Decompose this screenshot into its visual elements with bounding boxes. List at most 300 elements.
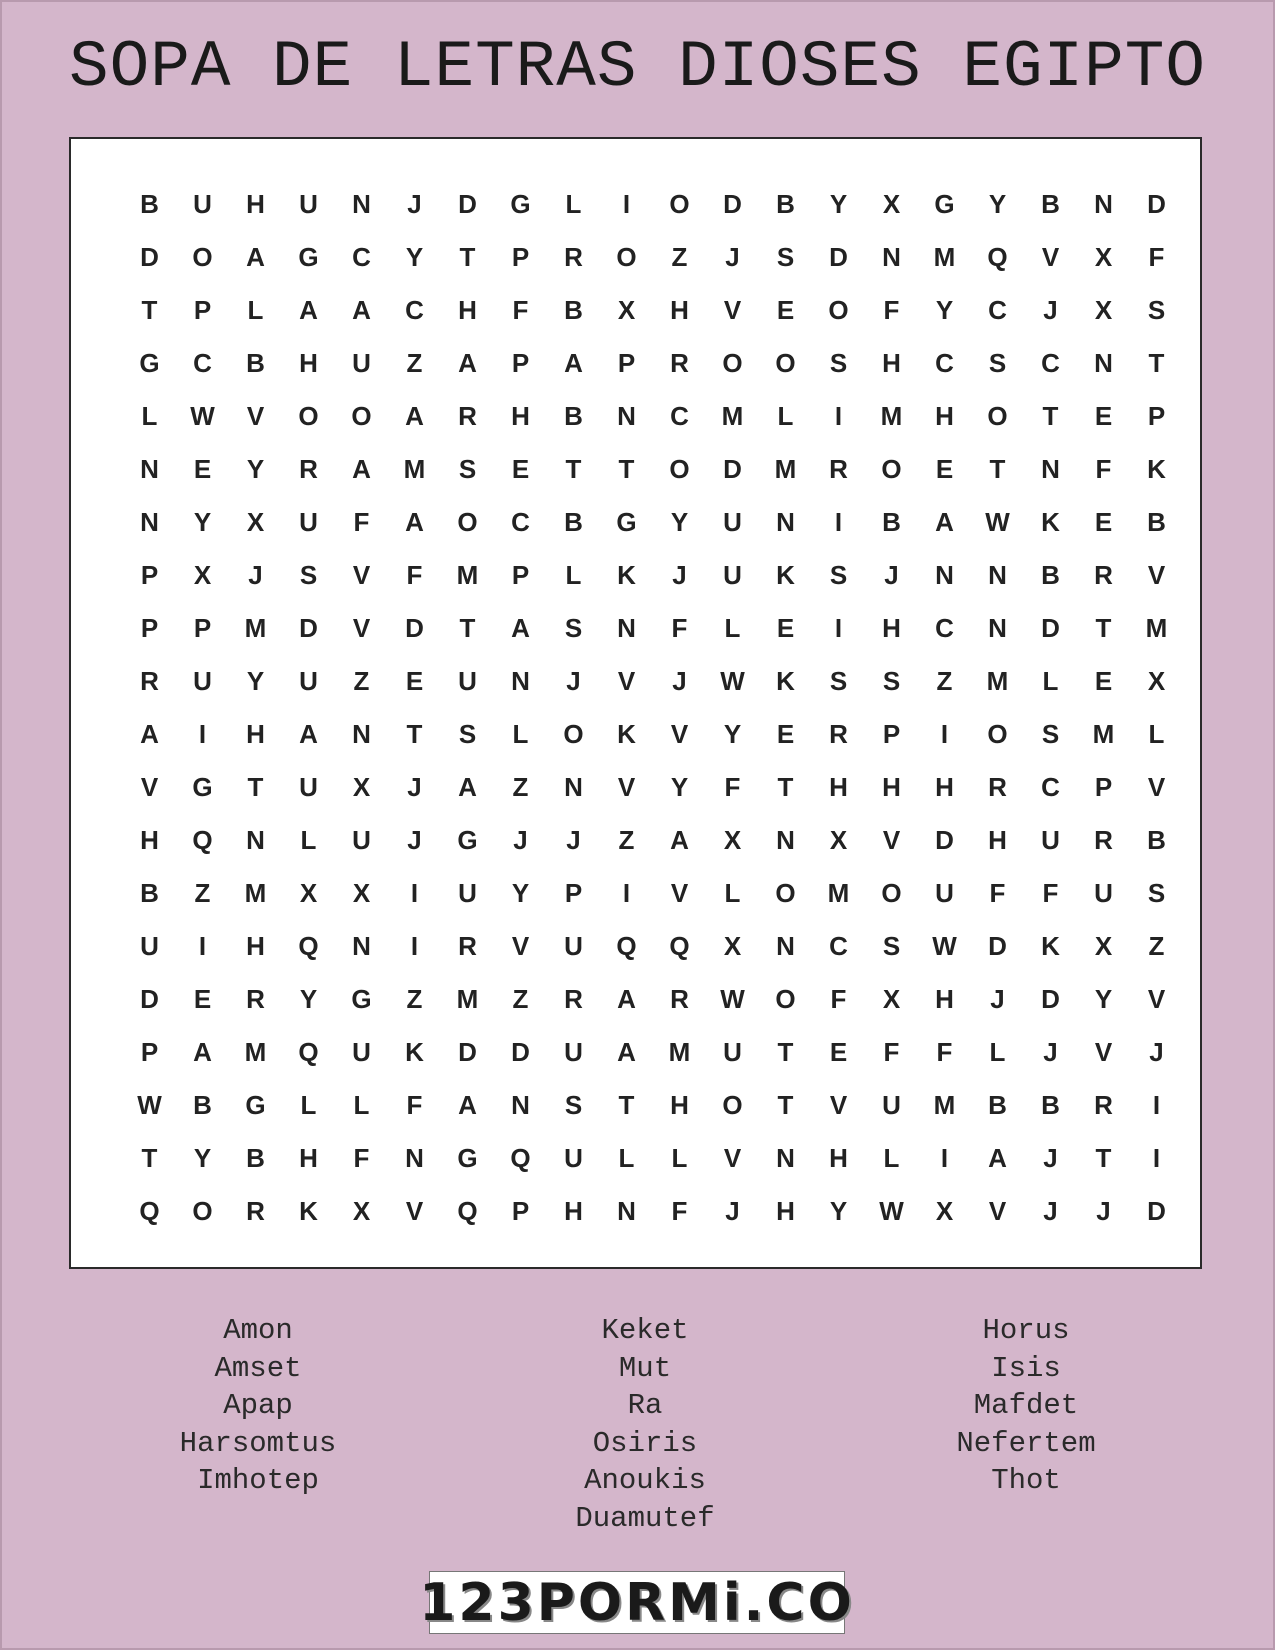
grid-letter[interactable]: J	[566, 666, 581, 696]
grid-letter[interactable]: J	[248, 560, 263, 590]
grid-letter[interactable]: V	[723, 295, 742, 325]
grid-letter[interactable]: E	[511, 454, 530, 484]
grid-letter[interactable]: D	[140, 242, 159, 272]
grid-letter[interactable]: R	[564, 984, 583, 1014]
grid-letter[interactable]: O	[775, 878, 796, 908]
grid-letter[interactable]: C	[1041, 772, 1060, 802]
grid-letter[interactable]: A	[458, 348, 477, 378]
grid-letter[interactable]: F	[353, 507, 370, 537]
grid-letter[interactable]: C	[1041, 348, 1060, 378]
grid-letter[interactable]: Y	[246, 666, 265, 696]
grid-letter[interactable]: I	[834, 613, 843, 643]
grid-letter[interactable]: C	[193, 348, 212, 378]
grid-letter[interactable]: T	[141, 1143, 158, 1173]
grid-letter[interactable]: P	[140, 1037, 159, 1067]
grid-letter[interactable]: T	[777, 1037, 794, 1067]
grid-letter[interactable]: D	[829, 242, 848, 272]
grid-letter[interactable]: G	[139, 348, 160, 378]
grid-letter[interactable]: V	[1147, 560, 1166, 590]
grid-letter[interactable]: B	[776, 189, 795, 219]
grid-letter[interactable]: S	[776, 242, 795, 272]
grid-letter[interactable]: A	[299, 295, 318, 325]
grid-letter[interactable]: N	[776, 931, 795, 961]
grid-letter[interactable]: V	[405, 1196, 424, 1226]
grid-letter[interactable]: C	[935, 613, 954, 643]
grid-letter[interactable]: O	[669, 189, 690, 219]
grid-letter[interactable]: F	[671, 613, 688, 643]
grid-letter[interactable]: X	[829, 825, 848, 855]
grid-letter[interactable]: X	[723, 825, 742, 855]
grid-letter[interactable]: R	[299, 454, 318, 484]
grid-letter[interactable]: F	[512, 295, 529, 325]
grid-letter[interactable]: W	[137, 1090, 162, 1120]
grid-letter[interactable]: Y	[1094, 984, 1113, 1014]
grid-letter[interactable]: K	[776, 560, 795, 590]
grid-letter[interactable]: N	[140, 454, 159, 484]
grid-letter[interactable]: J	[407, 825, 422, 855]
grid-letter[interactable]: T	[459, 613, 476, 643]
grid-letter[interactable]: R	[458, 931, 477, 961]
grid-letter[interactable]: V	[352, 613, 371, 643]
grid-letter[interactable]: H	[988, 825, 1007, 855]
grid-letter[interactable]: T	[1095, 1143, 1112, 1173]
grid-letter[interactable]: T	[777, 1090, 794, 1120]
grid-letter[interactable]: J	[725, 1196, 740, 1226]
grid-letter[interactable]: L	[724, 878, 741, 908]
grid-letter[interactable]: I	[622, 189, 631, 219]
grid-letter[interactable]: O	[722, 348, 743, 378]
grid-letter[interactable]: N	[776, 507, 795, 537]
grid-letter[interactable]: P	[140, 613, 159, 643]
grid-letter[interactable]: L	[1148, 719, 1165, 749]
grid-letter[interactable]: D	[935, 825, 954, 855]
grid-letter[interactable]: A	[299, 719, 318, 749]
grid-letter[interactable]: A	[988, 1143, 1007, 1173]
grid-letter[interactable]: R	[670, 348, 689, 378]
grid-letter[interactable]: H	[246, 719, 265, 749]
grid-letter[interactable]: X	[1147, 666, 1166, 696]
grid-letter[interactable]: R	[829, 719, 848, 749]
grid-letter[interactable]: K	[299, 1196, 318, 1226]
grid-letter[interactable]: G	[298, 242, 319, 272]
grid-letter[interactable]: G	[457, 1143, 478, 1173]
grid-letter[interactable]: I	[622, 878, 631, 908]
grid-letter[interactable]: D	[511, 1037, 530, 1067]
grid-letter[interactable]: A	[405, 401, 424, 431]
grid-letter[interactable]: Z	[618, 825, 635, 855]
site-logo[interactable]: 123PORMi.CO	[419, 1572, 855, 1633]
grid-letter[interactable]: H	[670, 295, 689, 325]
grid-letter[interactable]: S	[829, 666, 848, 696]
grid-letter[interactable]: H	[299, 1143, 318, 1173]
grid-letter[interactable]: S	[829, 348, 848, 378]
grid-letter[interactable]: X	[1094, 242, 1113, 272]
grid-letter[interactable]: T	[618, 454, 635, 484]
grid-letter[interactable]: F	[671, 1196, 688, 1226]
grid-letter[interactable]: Z	[406, 348, 423, 378]
grid-letter[interactable]: A	[564, 348, 583, 378]
grid-letter[interactable]: A	[352, 454, 371, 484]
grid-letter[interactable]: O	[669, 454, 690, 484]
grid-letter[interactable]: N	[1094, 189, 1113, 219]
grid-letter[interactable]: M	[1145, 613, 1168, 643]
grid-letter[interactable]: O	[192, 1196, 213, 1226]
grid-letter[interactable]: N	[1041, 454, 1060, 484]
grid-letter[interactable]: N	[511, 666, 530, 696]
grid-letter[interactable]: J	[672, 666, 687, 696]
grid-letter[interactable]: O	[987, 719, 1008, 749]
grid-letter[interactable]: R	[1094, 1090, 1113, 1120]
grid-letter[interactable]: U	[1094, 878, 1113, 908]
grid-letter[interactable]: Z	[512, 772, 529, 802]
grid-letter[interactable]: H	[246, 189, 265, 219]
grid-letter[interactable]: D	[140, 984, 159, 1014]
grid-letter[interactable]: Z	[671, 242, 688, 272]
grid-letter[interactable]: P	[1094, 772, 1113, 802]
grid-letter[interactable]: S	[458, 719, 477, 749]
grid-letter[interactable]: H	[829, 772, 848, 802]
grid-letter[interactable]: L	[300, 1090, 317, 1120]
grid-letter[interactable]: O	[775, 348, 796, 378]
grid-letter[interactable]: P	[1147, 401, 1166, 431]
grid-letter[interactable]: A	[935, 507, 954, 537]
grid-letter[interactable]: N	[511, 1090, 530, 1120]
grid-letter[interactable]: U	[193, 189, 212, 219]
grid-letter[interactable]: C	[988, 295, 1007, 325]
grid-letter[interactable]: X	[935, 1196, 954, 1226]
grid-letter[interactable]: U	[723, 1037, 742, 1067]
grid-letter[interactable]: V	[617, 666, 636, 696]
grid-letter[interactable]: L	[989, 1037, 1006, 1067]
grid-letter[interactable]: W	[879, 1196, 904, 1226]
grid-letter[interactable]: G	[245, 1090, 266, 1120]
grid-letter[interactable]: J	[672, 560, 687, 590]
grid-letter[interactable]: Z	[512, 984, 529, 1014]
grid-letter[interactable]: A	[193, 1037, 212, 1067]
grid-letter[interactable]: P	[564, 878, 583, 908]
grid-letter[interactable]: I	[198, 931, 207, 961]
grid-letter[interactable]: J	[407, 189, 422, 219]
grid-letter[interactable]: R	[564, 242, 583, 272]
grid-letter[interactable]: Y	[935, 295, 954, 325]
grid-letter[interactable]: V	[1147, 984, 1166, 1014]
grid-letter[interactable]: N	[988, 560, 1007, 590]
grid-letter[interactable]: H	[935, 772, 954, 802]
grid-letter[interactable]: H	[140, 825, 159, 855]
grid-letter[interactable]: H	[882, 772, 901, 802]
grid-letter[interactable]: M	[456, 984, 479, 1014]
grid-letter[interactable]: T	[141, 295, 158, 325]
grid-letter[interactable]: N	[776, 825, 795, 855]
grid-letter[interactable]: B	[193, 1090, 212, 1120]
grid-letter[interactable]: N	[617, 1196, 636, 1226]
grid-letter[interactable]: K	[405, 1037, 424, 1067]
grid-letter[interactable]: P	[511, 242, 530, 272]
grid-letter[interactable]: H	[564, 1196, 583, 1226]
grid-letter[interactable]: X	[352, 772, 371, 802]
grid-letter[interactable]: S	[829, 560, 848, 590]
grid-letter[interactable]: J	[990, 984, 1005, 1014]
grid-letter[interactable]: O	[351, 401, 372, 431]
grid-letter[interactable]: V	[829, 1090, 848, 1120]
grid-letter[interactable]: Y	[670, 507, 689, 537]
grid-letter[interactable]: F	[883, 1037, 900, 1067]
grid-letter[interactable]: O	[192, 242, 213, 272]
grid-letter[interactable]: T	[1095, 613, 1112, 643]
grid-letter[interactable]: E	[776, 295, 795, 325]
grid-letter[interactable]: V	[511, 931, 530, 961]
grid-letter[interactable]: Y	[193, 507, 212, 537]
grid-letter[interactable]: D	[405, 613, 424, 643]
grid-letter[interactable]: N	[776, 1143, 795, 1173]
grid-letter[interactable]: T	[1148, 348, 1165, 378]
grid-letter[interactable]: W	[985, 507, 1010, 537]
grid-letter[interactable]: U	[564, 1143, 583, 1173]
grid-letter[interactable]: E	[776, 613, 795, 643]
grid-letter[interactable]: Q	[192, 825, 213, 855]
grid-letter[interactable]: M	[774, 454, 797, 484]
grid-letter[interactable]: M	[668, 1037, 691, 1067]
grid-letter[interactable]: M	[244, 1037, 267, 1067]
grid-letter[interactable]: Z	[936, 666, 953, 696]
grid-letter[interactable]: S	[458, 454, 477, 484]
grid-letter[interactable]: X	[352, 1196, 371, 1226]
grid-letter[interactable]: M	[1092, 719, 1115, 749]
grid-letter[interactable]: C	[670, 401, 689, 431]
grid-letter[interactable]: J	[407, 772, 422, 802]
grid-letter[interactable]: F	[1042, 878, 1059, 908]
grid-letter[interactable]: L	[247, 295, 264, 325]
grid-letter[interactable]: B	[1041, 189, 1060, 219]
grid-letter[interactable]: N	[935, 560, 954, 590]
grid-letter[interactable]: M	[827, 878, 850, 908]
grid-letter[interactable]: R	[988, 772, 1007, 802]
grid-letter[interactable]: W	[190, 401, 215, 431]
grid-letter[interactable]: Z	[1148, 931, 1165, 961]
grid-letter[interactable]: V	[1147, 772, 1166, 802]
grid-letter[interactable]: F	[353, 1143, 370, 1173]
grid-letter[interactable]: Z	[406, 984, 423, 1014]
grid-letter[interactable]: B	[1147, 825, 1166, 855]
grid-letter[interactable]: P	[882, 719, 901, 749]
grid-letter[interactable]: V	[670, 719, 689, 749]
grid-letter[interactable]: V	[988, 1196, 1007, 1226]
grid-letter[interactable]: Y	[405, 242, 424, 272]
grid-letter[interactable]: V	[246, 401, 265, 431]
grid-letter[interactable]: P	[511, 348, 530, 378]
grid-letter[interactable]: S	[564, 1090, 583, 1120]
grid-letter[interactable]: H	[882, 348, 901, 378]
grid-letter[interactable]: X	[723, 931, 742, 961]
grid-letter[interactable]: F	[989, 878, 1006, 908]
grid-letter[interactable]: L	[1042, 666, 1059, 696]
grid-letter[interactable]: X	[246, 507, 265, 537]
grid-letter[interactable]: T	[777, 772, 794, 802]
grid-letter[interactable]: C	[352, 242, 371, 272]
grid-letter[interactable]: W	[720, 984, 745, 1014]
grid-letter[interactable]: T	[1042, 401, 1059, 431]
grid-letter[interactable]: T	[618, 1090, 635, 1120]
grid-letter[interactable]: E	[776, 719, 795, 749]
grid-letter[interactable]: J	[1043, 1143, 1058, 1173]
grid-letter[interactable]: G	[510, 189, 531, 219]
grid-letter[interactable]: R	[1094, 560, 1113, 590]
grid-letter[interactable]: S	[988, 348, 1007, 378]
grid-letter[interactable]: Q	[616, 931, 637, 961]
grid-letter[interactable]: O	[563, 719, 584, 749]
grid-letter[interactable]: N	[882, 242, 901, 272]
grid-letter[interactable]: G	[616, 507, 637, 537]
grid-letter[interactable]: Y	[670, 772, 689, 802]
grid-letter[interactable]: E	[1094, 666, 1113, 696]
grid-letter[interactable]: G	[351, 984, 372, 1014]
grid-letter[interactable]: D	[1147, 1196, 1166, 1226]
grid-letter[interactable]: X	[299, 878, 318, 908]
grid-letter[interactable]: M	[986, 666, 1009, 696]
grid-letter[interactable]: O	[298, 401, 319, 431]
grid-letter[interactable]: U	[882, 1090, 901, 1120]
grid-letter[interactable]: F	[936, 1037, 953, 1067]
grid-letter[interactable]: H	[882, 613, 901, 643]
grid-letter[interactable]: P	[617, 348, 636, 378]
grid-letter[interactable]: D	[723, 454, 742, 484]
grid-letter[interactable]: S	[564, 613, 583, 643]
grid-letter[interactable]: Y	[829, 1196, 848, 1226]
grid-letter[interactable]: M	[456, 560, 479, 590]
grid-letter[interactable]: C	[935, 348, 954, 378]
grid-letter[interactable]: H	[299, 348, 318, 378]
grid-letter[interactable]: Q	[298, 1037, 319, 1067]
grid-letter[interactable]: K	[617, 560, 636, 590]
grid-letter[interactable]: N	[352, 189, 371, 219]
grid-letter[interactable]: R	[246, 1196, 265, 1226]
grid-letter[interactable]: A	[617, 984, 636, 1014]
grid-letter[interactable]: K	[1041, 507, 1060, 537]
grid-letter[interactable]: D	[458, 1037, 477, 1067]
grid-letter[interactable]: Q	[987, 242, 1008, 272]
grid-letter[interactable]: U	[299, 666, 318, 696]
grid-letter[interactable]: H	[246, 931, 265, 961]
grid-letter[interactable]: A	[511, 613, 530, 643]
grid-letter[interactable]: U	[193, 666, 212, 696]
grid-letter[interactable]: H	[776, 1196, 795, 1226]
grid-letter[interactable]: C	[511, 507, 530, 537]
grid-letter[interactable]: U	[723, 507, 742, 537]
grid-letter[interactable]: E	[1094, 507, 1113, 537]
grid-letter[interactable]: B	[140, 189, 159, 219]
grid-letter[interactable]: N	[564, 772, 583, 802]
grid-letter[interactable]: Y	[723, 719, 742, 749]
grid-letter[interactable]: U	[352, 1037, 371, 1067]
grid-letter[interactable]: B	[1041, 560, 1060, 590]
grid-letter[interactable]: A	[670, 825, 689, 855]
grid-letter[interactable]: D	[723, 189, 742, 219]
grid-letter[interactable]: I	[1152, 1143, 1161, 1173]
grid-letter[interactable]: N	[617, 613, 636, 643]
grid-letter[interactable]: J	[1043, 1037, 1058, 1067]
grid-letter[interactable]: V	[1041, 242, 1060, 272]
grid-letter[interactable]: L	[724, 613, 741, 643]
grid-letter[interactable]: O	[987, 401, 1008, 431]
grid-letter[interactable]: L	[300, 825, 317, 855]
grid-letter[interactable]: M	[244, 878, 267, 908]
grid-letter[interactable]: I	[198, 719, 207, 749]
grid-letter[interactable]: B	[988, 1090, 1007, 1120]
grid-letter[interactable]: U	[299, 507, 318, 537]
grid-letter[interactable]: S	[1147, 878, 1166, 908]
grid-letter[interactable]: L	[777, 401, 794, 431]
grid-letter[interactable]: B	[882, 507, 901, 537]
grid-letter[interactable]: O	[775, 984, 796, 1014]
grid-letter[interactable]: W	[932, 931, 957, 961]
grid-letter[interactable]: Q	[298, 931, 319, 961]
grid-letter[interactable]: N	[352, 931, 371, 961]
grid-letter[interactable]: L	[618, 1143, 635, 1173]
grid-letter[interactable]: H	[511, 401, 530, 431]
grid-letter[interactable]: U	[299, 189, 318, 219]
grid-letter[interactable]: T	[406, 719, 423, 749]
grid-letter[interactable]: U	[299, 772, 318, 802]
grid-letter[interactable]: K	[776, 666, 795, 696]
grid-letter[interactable]: H	[829, 1143, 848, 1173]
grid-letter[interactable]: R	[458, 401, 477, 431]
grid-letter[interactable]: B	[564, 295, 583, 325]
grid-letter[interactable]: T	[565, 454, 582, 484]
grid-letter[interactable]: K	[1041, 931, 1060, 961]
grid-letter[interactable]: B	[246, 348, 265, 378]
grid-letter[interactable]: O	[616, 242, 637, 272]
grid-letter[interactable]: Q	[139, 1196, 160, 1226]
grid-letter[interactable]: A	[140, 719, 159, 749]
grid-letter[interactable]: F	[406, 560, 423, 590]
grid-letter[interactable]: P	[140, 560, 159, 590]
grid-letter[interactable]: B	[564, 401, 583, 431]
grid-letter[interactable]: T	[247, 772, 264, 802]
grid-letter[interactable]: X	[352, 878, 371, 908]
grid-letter[interactable]: J	[566, 825, 581, 855]
grid-letter[interactable]: G	[192, 772, 213, 802]
grid-letter[interactable]: I	[410, 878, 419, 908]
grid-letter[interactable]: V	[140, 772, 159, 802]
grid-letter[interactable]: V	[1094, 1037, 1113, 1067]
grid-letter[interactable]: M	[244, 613, 267, 643]
grid-letter[interactable]: U	[723, 560, 742, 590]
grid-letter[interactable]: B	[246, 1143, 265, 1173]
grid-letter[interactable]: S	[882, 931, 901, 961]
grid-letter[interactable]: J	[1149, 1037, 1164, 1067]
grid-letter[interactable]: A	[352, 295, 371, 325]
grid-letter[interactable]: H	[935, 984, 954, 1014]
grid-letter[interactable]: I	[940, 719, 949, 749]
grid-letter[interactable]: V	[617, 772, 636, 802]
grid-letter[interactable]: A	[458, 772, 477, 802]
grid-letter[interactable]: O	[828, 295, 849, 325]
grid-letter[interactable]: U	[140, 931, 159, 961]
grid-letter[interactable]: O	[881, 454, 902, 484]
grid-letter[interactable]: X	[1094, 295, 1113, 325]
grid-letter[interactable]: F	[406, 1090, 423, 1120]
grid-letter[interactable]: B	[140, 878, 159, 908]
grid-letter[interactable]: X	[193, 560, 212, 590]
grid-letter[interactable]: N	[140, 507, 159, 537]
grid-letter[interactable]: Y	[193, 1143, 212, 1173]
grid-letter[interactable]: J	[1043, 295, 1058, 325]
grid-letter[interactable]: B	[1041, 1090, 1060, 1120]
grid-letter[interactable]: X	[882, 984, 901, 1014]
grid-letter[interactable]: Y	[246, 454, 265, 484]
grid-letter[interactable]: P	[193, 295, 212, 325]
grid-letter[interactable]: N	[405, 1143, 424, 1173]
